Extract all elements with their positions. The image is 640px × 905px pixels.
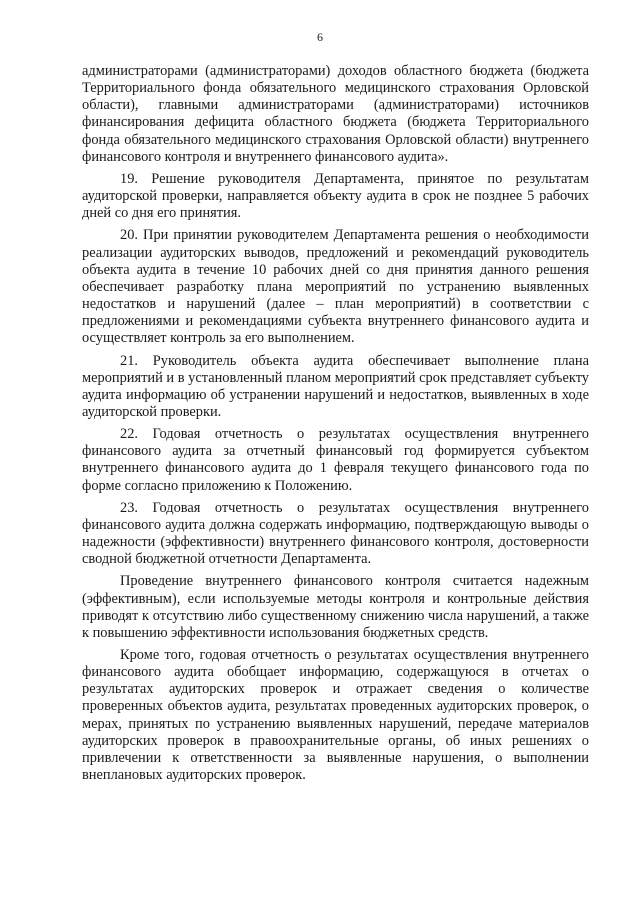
paragraph-23: 23. Годовая отчетность о результатах осуществления внутреннего финансового аудита должна содержать информацию, подтверждающую выводы о надежности (эффективности) внутреннего финансового контроля, достоверности сводной бюджетной отчетности Департамента. — [82, 499, 589, 568]
page-number: 6 — [317, 30, 323, 44]
paragraph-20: 20. При принятии руководителем Департамента решения о необходимости реализации аудиторских выводов, предложений и рекомендаций руководитель объекта аудита в течение 10 рабочих дней со дня принятия данного решения обеспечивает разработку плана мероприятий по устранению выявленных недостатков и нарушений (далее – план мероприятий) в соответствии с предложениями и рекомендациями субъекта внутреннего финансового аудита и осуществляет контроль за его выполнением. — [82, 227, 589, 347]
document-body — [82, 63, 589, 789]
paragraph-continuation: администраторами (администраторами) доходов областного бюджета (бюджета Территориального фонда обязательного медицинского страхования Орловской области), главными администраторами (администраторами) источников финансирования дефицита областного бюджета (бюджета Территориального фонда обязательного медицинского страхования Орловской области) внутреннего финансового контроля и внутреннего финансового аудита». — [82, 63, 589, 165]
paragraph-effectiveness: Проведение внутреннего финансового контроля считается надежным (эффективным), если используемые методы контроля и контрольные действия приводят к отсутствию либо существенному снижению числа нарушений, а также к повышению эффективности использования бюджетных средств. — [82, 573, 589, 641]
paragraph-22: 22. Годовая отчетность о результатах осуществления внутреннего финансового аудита за отчетный финансовый год формируется субъектом внутреннего финансового аудита до 1 февраля текущего финансового года по форме согласно приложению к Положению. — [82, 426, 589, 494]
paragraph-summary: Кроме того, годовая отчетность о результатах осуществления внутреннего финансового аудита обобщает информацию, содержащуюся в отчетах о результатах аудиторских проверок и отражает сведения о количестве проверенных объектов аудита, результатах проведенных аудиторских проверок, о мерах, принятых по устранению выявленных нарушений, передаче материалов аудиторских проверок в правоохранительные органы, об иных решениях о привлечении к ответственности за выявленные нарушения, о выполнении внеплановых аудиторских проверок. — [82, 647, 589, 784]
paragraph-19: 19. Решение руководителя Департамента, принятое по результатам аудиторской проверки, направляется объекту аудита в срок не позднее 5 рабочих дней со дня его принятия. — [82, 170, 589, 222]
paragraph-21: 21. Руководитель объекта аудита обеспечивает выполнение плана мероприятий и в установленный планом мероприятий срок представляет субъекту аудита информацию об устранении нарушений и недостатков, выявленных в ходе аудиторской проверки. — [82, 352, 589, 420]
